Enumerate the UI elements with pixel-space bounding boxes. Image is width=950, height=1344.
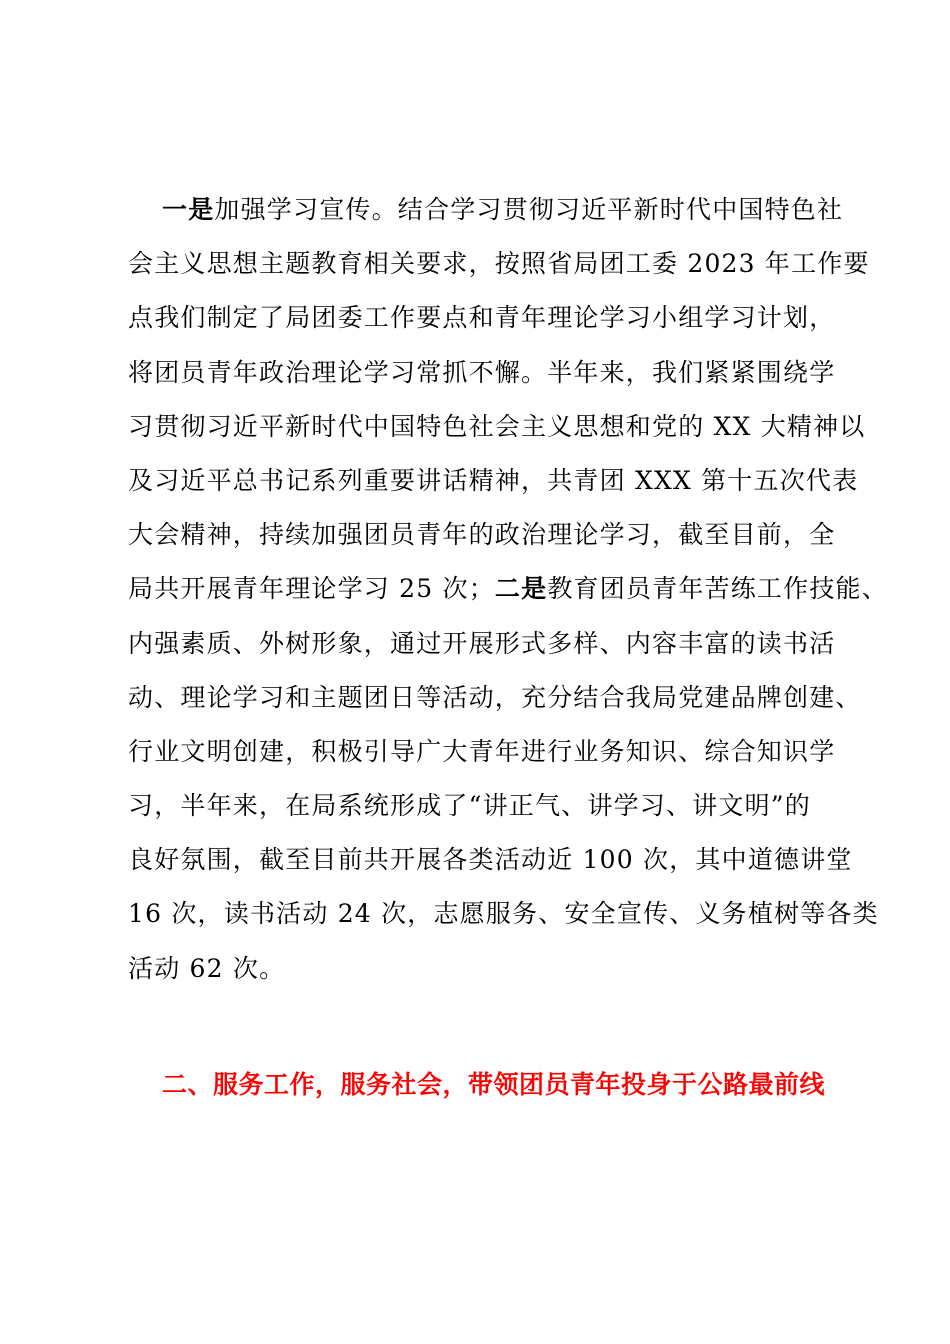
body-paragraph	[128, 183, 888, 996]
line-text: 局共开展青年理论学习 25 次；	[128, 574, 495, 604]
section-heading: 二、服务工作，服务社会，带领团员青年投身于公路最前线	[162, 1070, 826, 1099]
paragraph-line: 会主义思想主题教育相关要求，按照省局团工委 2023 年工作要	[128, 249, 870, 279]
paragraph-line: 行业文明创建，积极引导广大青年进行业务知识、综合知识学	[128, 736, 836, 766]
paragraph-line: 点我们制定了局团委工作要点和青年理论学习小组学习计划，	[128, 303, 836, 333]
paragraph-line	[128, 562, 888, 616]
line-text-after: 教育团员青年苦练工作技能、	[547, 574, 888, 604]
paragraph-line: 大会精神，持续加强团员青年的政治理论学习，截至目前，全	[128, 520, 836, 550]
paragraph-line: 将团员青年政治理论学习常抓不懈。半年来，我们紧紧围绕学	[128, 357, 836, 387]
lead-bold-text: 一是	[162, 195, 215, 224]
paragraph-line: 习贯彻习近平新时代中国特色社会主义思想和党的 XX 大精神以	[128, 411, 866, 441]
paragraph-line: 动、理论学习和主题团日等活动，充分结合我局党建品牌创建、	[128, 682, 862, 712]
line-text: 加强学习宣传。结合学习贯彻习近平新时代中国特色社	[214, 195, 844, 224]
paragraph-line: 良好氛围，截至目前共开展各类活动近 100 次，其中道德讲堂	[128, 845, 853, 875]
mid-bold-text: 二是	[494, 574, 548, 604]
paragraph-line: 活动 62 次。	[128, 953, 286, 983]
paragraph-line	[128, 183, 844, 237]
paragraph-line: 及习近平总书记系列重要讲话精神，共青团 XXX 第十五次代表	[128, 465, 859, 495]
paragraph-line: 内强素质、外树形象，通过开展形式多样、内容丰富的读书活	[128, 628, 836, 658]
paragraph-line: 习，半年来，在局系统形成了“讲正气、讲学习、讲文明”的	[128, 791, 811, 821]
paragraph-line: 16 次，读书活动 24 次，志愿服务、安全宣传、义务植树等各类	[128, 899, 879, 929]
